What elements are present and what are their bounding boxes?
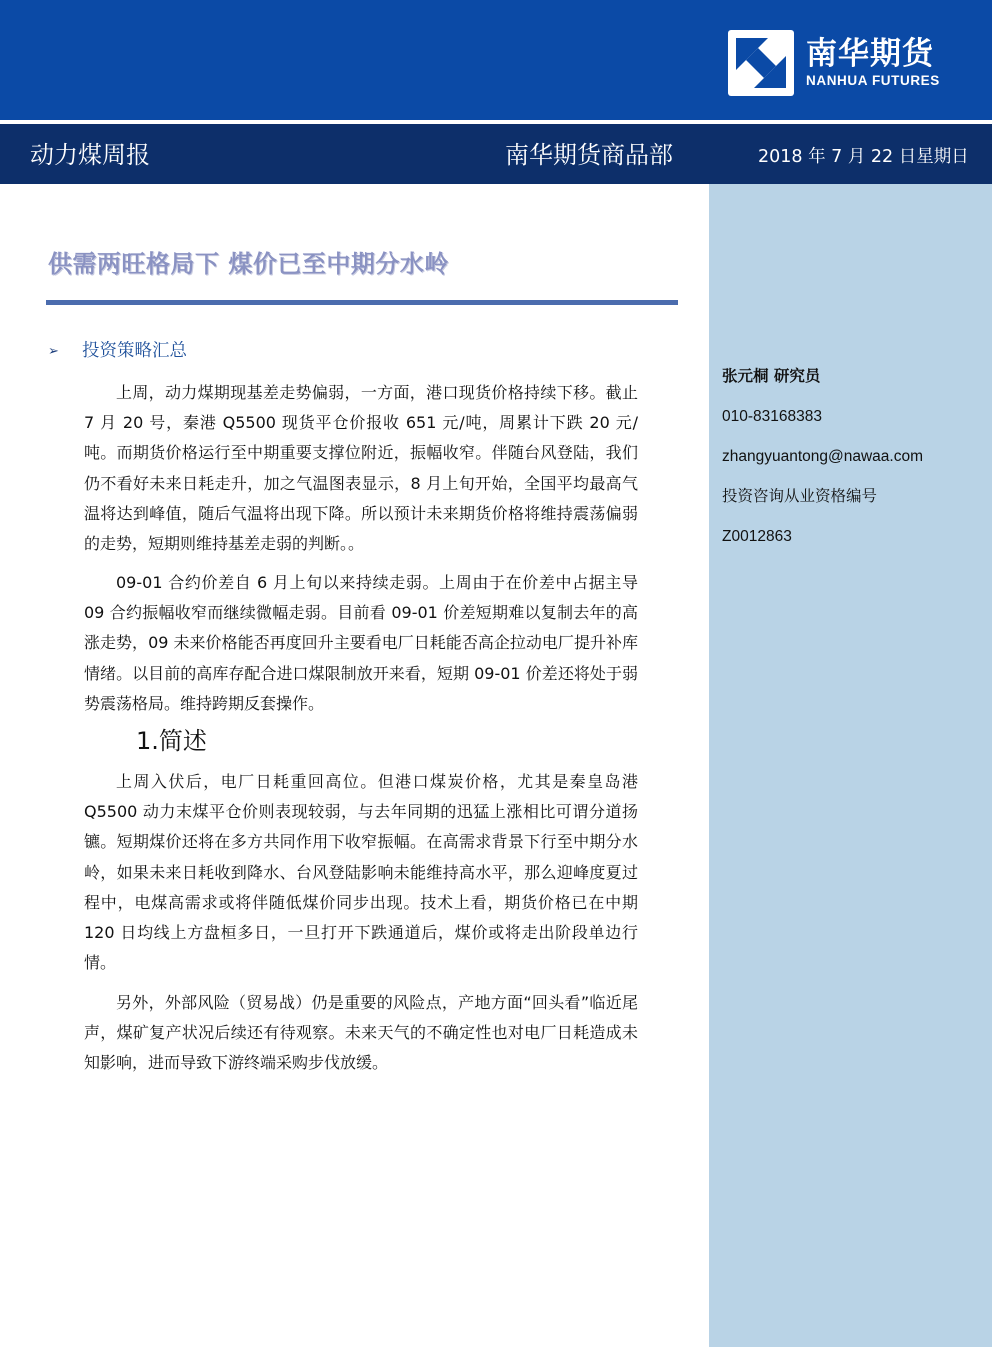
- paragraph-strategy-2: 09-01 合约价差自 6 月上旬以来持续走弱。上周由于在价差中占据主导 09 合约振幅收窄而继续微幅走弱。目前看 09-01 价差短期难以复制去年的高涨走势，09 未来价格能否再度回升主要看电厂日耗能否高企拉动电厂提升补库情绪。以目前的高库存配合进口煤限制放开来看，短期 09-01 价差还将处于弱势震荡格局。维持跨期反套操作。: [84, 573, 638, 713]
- title-bar: [0, 124, 992, 184]
- license-label: 投资咨询从业资格编号: [722, 487, 878, 505]
- paragraph-overview-1: 上周入伏后，电厂日耗重回高位。但港口煤炭价格，尤其是秦皇岛港 Q5500 动力末煤平仓价则表现较弱，与去年同期的迅猛上涨相比可谓分道扬镳。短期煤价还将在多方共同作用下收窄振幅。在高需求背景下行至中期分水岭，如果未来日耗收到降水、台风登陆影响未能维持高水平，那么迎峰度夏过程中，电煤高需求或将伴随低煤价同步出现。技术上看，期货价格已在中期 120 日均线上方盘桓多日，一旦打开下跌通道后，煤价或将走出阶段单边行情。: [84, 772, 638, 973]
- author-email[interactable]: zhangyuantong@nawaa.com: [722, 448, 924, 465]
- arrow-bullet-icon: ➢: [48, 343, 59, 359]
- section-heading-overview: 1.简述: [136, 727, 207, 755]
- company-logo: [728, 30, 940, 96]
- report-type: 动力煤周报: [30, 141, 150, 169]
- author-phone: 010-83168383: [722, 408, 822, 425]
- report-date: 2018 年 7 月 22 日星期日: [758, 147, 969, 167]
- department-name: 南华期货商品部: [505, 141, 673, 169]
- headline-rule: [46, 300, 678, 305]
- author-name: 张元桐 研究员: [722, 367, 821, 385]
- license-number: Z0012863: [722, 528, 792, 545]
- logo-english-name: NANHUA FUTURES: [806, 73, 940, 88]
- sidebar-panel: [709, 184, 992, 1347]
- logo-chinese-name: 南华期货: [806, 36, 934, 72]
- section-title: 投资策略汇总: [82, 341, 187, 361]
- report-headline: 供需两旺格局下 煤价已至中期分水岭: [48, 250, 449, 278]
- section-header: [48, 340, 187, 362]
- paragraph-strategy-1: 上周，动力煤期现基差走势偏弱，一方面，港口现货价格持续下移。截止 7 月 20 号，秦港 Q5500 现货平仓价报收 651 元/吨，周累计下跌 20 元/吨。而期货价格运行至中期重要支撑位附近，振幅收窄。伴随台风登陆，我们仍不看好未来日耗走升，加之气温图表显示，8 月上旬开始，全国平均最高气温将达到峰值，随后气温将出现下降。所以预计未来期货价格将维持震荡偏弱的走势，短期则维持基差走弱的判断。。: [84, 383, 638, 554]
- top-banner: [0, 0, 992, 120]
- paragraph-overview-2: 另外，外部风险（贸易战）仍是重要的风险点，产地方面“回头看”临近尾声，煤矿复产状况后续还有待观察。未来天气的不确定性也对电厂日耗造成未知影响，进而导致下游终端采购步伐放缓。: [84, 993, 638, 1073]
- nanhua-logo-icon: [728, 30, 794, 96]
